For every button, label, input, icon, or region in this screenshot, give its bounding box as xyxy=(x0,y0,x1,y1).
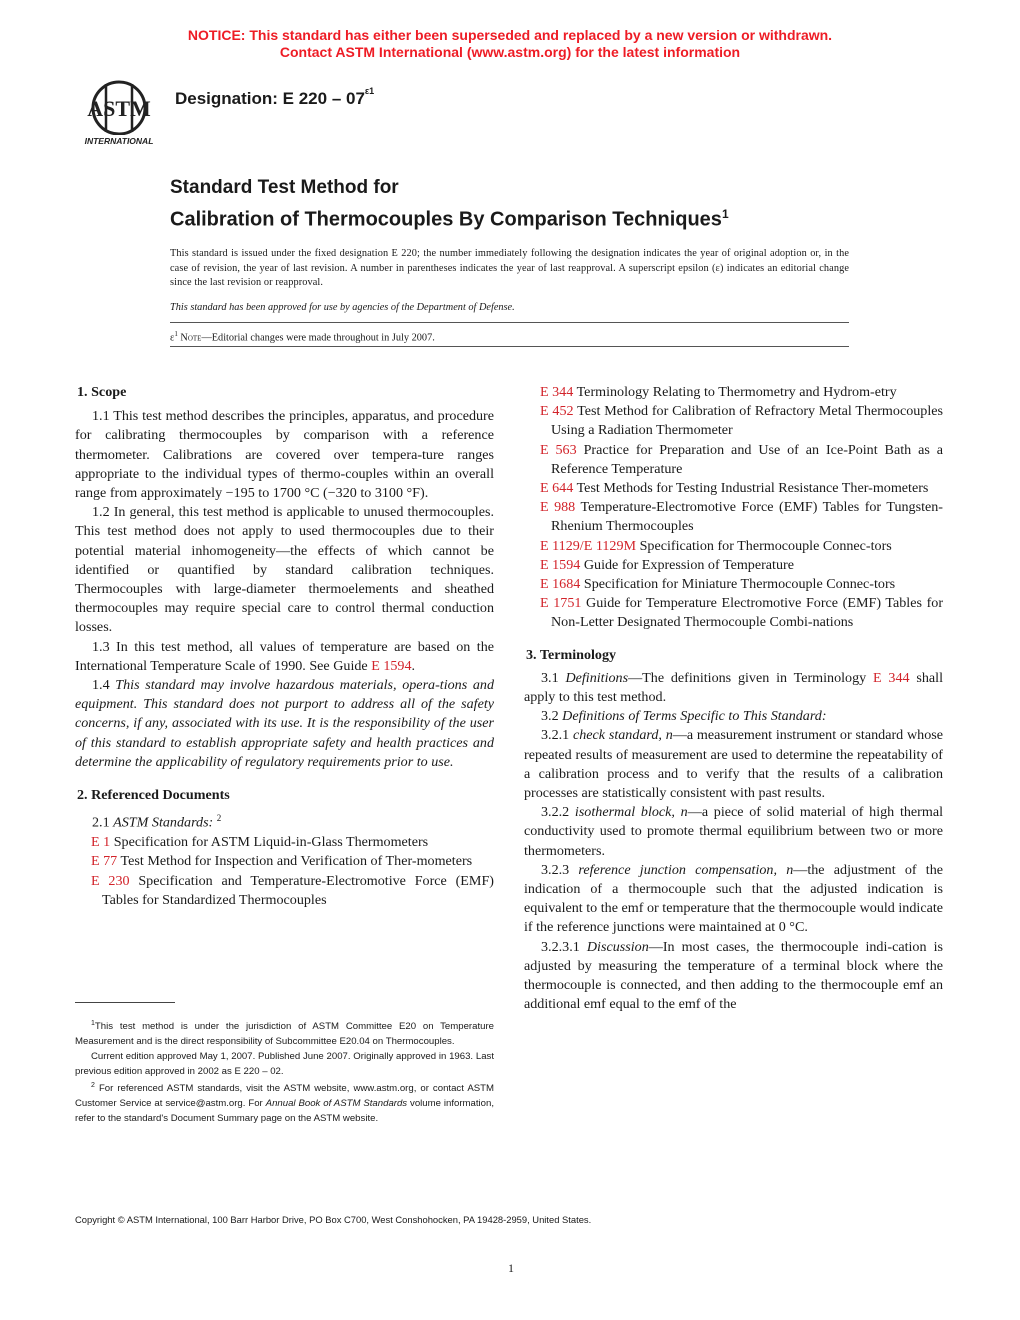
left-column xyxy=(75,383,494,910)
para-3-2-3 xyxy=(524,861,943,938)
para-3-2-2-term: isothermal block, n xyxy=(574,804,688,821)
ref-text: Test Method for Calibration of Refractory Metal Thermocouples Using a Radiation Thermometer xyxy=(551,403,943,439)
ref-text: Specification for ASTM Liquid-in-Glass Thermometers xyxy=(113,834,429,851)
section-heading-scope: 1. Scope xyxy=(77,384,127,400)
logo-subtext: INTERNATIONAL xyxy=(84,136,154,146)
ref-text: Test Method for Inspection and Verification of Ther-mometers xyxy=(120,853,473,870)
para-1-3-end: . xyxy=(411,657,416,674)
logo-text: ASTM xyxy=(87,96,151,121)
designation-superscript: ε1 xyxy=(364,86,375,97)
divider-top xyxy=(170,322,849,323)
ref-text: Practice for Preparation and Use of an Ice-Point Bath as a Reference Temperature xyxy=(551,441,943,477)
para-3-2-3-text: —the adjustment of the indication of a thermocouple such that the adjusted indication is equivalent to the emf or temperature that the thermocouple would indicate if the reference junctions were maintained at 0 °C. xyxy=(524,861,943,936)
ref-text: Guide for Expression of Temperature xyxy=(583,556,794,573)
para-3-1-num: 3.1 xyxy=(541,669,559,686)
ref-code-link[interactable]: E 1684 xyxy=(540,576,581,593)
link-e344[interactable]: E 344 xyxy=(873,669,910,686)
ref-item-right-1 xyxy=(524,402,943,440)
section-heading-terminology: 3. Terminology xyxy=(526,646,617,663)
footnote-1 xyxy=(75,1017,494,1050)
para-3-2-num: 3.2 xyxy=(541,708,559,725)
link-e1594[interactable]: E 1594 xyxy=(371,657,412,674)
ref-item-right-6 xyxy=(524,556,943,575)
title-line-1: Standard Test Method for xyxy=(170,177,399,198)
right-column xyxy=(524,383,943,1015)
title-footnote-mark: 1 xyxy=(721,207,729,221)
para-3-2-3-1-text: —In most cases, the thermocouple indi-cation is adjusted by measuring the temperature of a terminal block where the thermocouple is connected, and then adding to the thermocouple emf an additional emf equal to the emf of the xyxy=(524,938,943,1013)
designation-label: Designation: E 220 – 07 xyxy=(175,89,365,108)
para-2-1-sup: 2 xyxy=(216,813,222,824)
ref-item-left-1 xyxy=(75,852,494,871)
fn2-italic: Annual Book of ASTM Standards xyxy=(265,1098,408,1110)
fn2-text-a: For referenced ASTM standards, visit the ASTM website, www.astm.org, or contact ASTM Customer Service at service@astm.org. For xyxy=(75,1083,495,1110)
para-3-1 xyxy=(524,669,943,707)
astm-logo xyxy=(76,74,162,154)
divider-bottom xyxy=(170,346,849,347)
ref-code-link[interactable]: E 452 xyxy=(540,403,574,420)
notice-line-1: NOTICE: This standard has either been superseded and replaced by a new version or withdrawn. xyxy=(187,27,833,43)
para-1-4-text: This standard may involve hazardous materials, opera-tions and equipment. This standard does not purport to address all of the safety concerns, if any, associated with its use. It is the responsibility of the user of this standard to establish appropriate safety and health practices and determine the applicability of regulatory requirements prior to use. xyxy=(75,677,494,770)
ref-item-right-5 xyxy=(524,537,943,556)
ref-item-left-0 xyxy=(75,833,494,852)
para-1-1: 1.1 This test method describes the principles, apparatus, and procedure for calibrating thermocouples by comparison with a reference thermometer. Calibrations are covered over tempera-ture ranges appropriate to the individual types of thermo-couples within an overall range from approximately −195 to 1700 °C (−320 to 3100 °F). xyxy=(75,408,494,502)
ref-code-link[interactable]: E 644 xyxy=(540,480,574,497)
fn1-mark: 1 xyxy=(91,1020,95,1027)
footnote-1b: Current edition approved May 1, 2007. Published June 2007. Originally approved in 1963. Last previous edition approved in 2002 as E 220 – 02. xyxy=(75,1050,494,1077)
fn1-text: This test method is under the jurisdiction of ASTM Committee E20 on Temperature Measurement and is the direct responsibility of Subcommittee E20.04 on Thermocouples. xyxy=(75,1021,494,1047)
para-1-3 xyxy=(75,638,494,676)
title-line-2: Calibration of Thermocouples By Comparison Techniques xyxy=(170,208,722,231)
para-1-4 xyxy=(75,676,494,772)
ref-code-link[interactable]: E 230 xyxy=(91,872,130,889)
dod-approval-note: This standard has been approved for use by agencies of the Department of Defense. xyxy=(170,302,515,313)
issuance-statement: This standard is issued under the fixed designation E 220; the number immediately following the designation indicates the year of original adoption or, in the case of revision, the year of last revision. A number in parentheses indicates the year of last reapproval. A superscript epsilon (ε) indicates an editorial change since the last revision or reapproval. xyxy=(170,248,849,288)
ref-item-right-0 xyxy=(524,383,943,402)
fn2-text-b: volume information, refer to the standard's Document Summary page on the ASTM website. xyxy=(75,1098,494,1125)
ref-code-link[interactable]: E 1 xyxy=(91,834,111,851)
designation xyxy=(175,86,375,109)
para-3-2-3-1 xyxy=(524,938,943,1015)
para-3-2-2 xyxy=(524,803,943,861)
para-3-2-2-text: —a piece of solid material of high thermal conductivity used to promote thermal equilibrium between two or more thermometers. xyxy=(524,804,943,859)
ref-code-link[interactable]: E 77 xyxy=(91,853,118,870)
document-title xyxy=(170,175,729,233)
para-3-2-1-num: 3.2.1 xyxy=(541,727,570,744)
para-1-2: 1.2 In general, this test method is applicable to unused thermocouples. This test method does not apply to used thermocouples due to their potential material inhomogeneity—the effects of which cannot be identified or quantified by standard calibration techniques. Thermocouples with large-diameter thermoelements and sheathed thermocouples may require special care to control thermal conduction losses. xyxy=(75,504,494,636)
footnote-rule xyxy=(75,1002,175,1003)
para-3-2-3-num: 3.2.3 xyxy=(541,861,570,878)
para-3-2-1-term: check standard, n xyxy=(572,727,673,744)
ref-item-right-2 xyxy=(524,441,943,479)
page-number: 1 xyxy=(508,1261,514,1275)
section-heading-refdocs: 2. Referenced Documents xyxy=(77,787,230,804)
footnotes xyxy=(75,1017,494,1127)
ref-text: Terminology Relating to Thermometry and Hydrom-etry xyxy=(576,384,897,400)
para-3-2-3-term: reference junction compensation, n xyxy=(578,861,794,878)
para-3-2-3-1-num: 3.2.3.1 xyxy=(541,938,580,955)
para-3-2-3-1-term: Discussion xyxy=(586,938,649,955)
ref-code-link[interactable]: E 988 xyxy=(540,499,576,516)
para-3-2-text: Definitions of Terms Specific to This Standard: xyxy=(562,708,827,725)
para-2-1-num: 2.1 xyxy=(92,814,110,831)
ref-code-link[interactable]: E 344 xyxy=(540,384,574,400)
para-3-2-1-text: —a measurement instrument or standard whose repeated results of measurement are used to determine the repeatability of a calibration process and to verify that the results of a calibration processes are statistically consistent with past results. xyxy=(524,727,943,802)
footnote-2 xyxy=(75,1079,494,1127)
editorial-note xyxy=(170,330,435,343)
ref-code-link[interactable]: E 1751 xyxy=(540,595,582,612)
ref-code-link[interactable]: E 563 xyxy=(540,441,577,458)
para-3-1-term: Definitions xyxy=(565,669,629,686)
para-3-2 xyxy=(524,707,943,726)
ref-text: Specification for Thermocouple Connec-tors xyxy=(639,537,892,554)
ref-text: Specification for Miniature Thermocouple Connec-tors xyxy=(583,576,896,593)
ref-text: Specification and Temperature-Electromotive Force (EMF) Tables for Standardized Thermocouples xyxy=(102,872,494,908)
epsilon-mark: ε xyxy=(170,332,175,344)
ref-text: Test Methods for Testing Industrial Resistance Ther-mometers xyxy=(576,480,929,497)
astm-logo-icon xyxy=(76,74,162,154)
notice-line-2: Contact ASTM International (www.astm.org) for the latest information xyxy=(279,44,741,60)
ref-item-right-8 xyxy=(524,594,943,632)
note-label: Note xyxy=(180,332,202,344)
para-3-2-2-num: 3.2.2 xyxy=(541,804,570,821)
copyright-line: Copyright © ASTM International, 100 Barr Harbor Drive, PO Box C700, West Conshohocken, PA 19428-2959, United States. xyxy=(75,1214,592,1225)
ref-text: Temperature-Electromotive Force (EMF) Tables for Tungsten-Rhenium Thermocouples xyxy=(551,499,943,535)
para-1-4-num: 1.4 xyxy=(92,677,110,694)
fn2-mark: 2 xyxy=(91,1082,95,1090)
para-3-2-1 xyxy=(524,726,943,803)
note-text: —Editorial changes were made throughout in July 2007. xyxy=(201,332,435,344)
ref-item-left-2 xyxy=(75,872,494,910)
ref-text: Guide for Temperature Electromotive Force (EMF) Tables for Non-Letter Designated Thermocouple Combi-nations xyxy=(551,595,944,631)
para-3-1-end: shall apply to this test method. xyxy=(524,669,944,706)
para-1-3-text: 1.3 In this test method, all values of temperature are based on the International Temperature Scale of 1990. See Guide xyxy=(75,638,494,674)
ref-item-right-4 xyxy=(524,498,943,536)
ref-item-right-7 xyxy=(524,575,943,594)
ref-item-right-3 xyxy=(524,479,943,498)
ref-code-link[interactable]: E 1129/E 1129M xyxy=(540,537,637,554)
para-3-1-text: —The definitions given in Terminology xyxy=(628,669,867,686)
ref-code-link[interactable]: E 1594 xyxy=(540,556,581,573)
para-2-1 xyxy=(75,809,494,833)
epsilon-sup: 1 xyxy=(174,330,178,338)
para-2-1-text: ASTM Standards: xyxy=(113,814,214,831)
notice-banner xyxy=(0,27,1020,61)
